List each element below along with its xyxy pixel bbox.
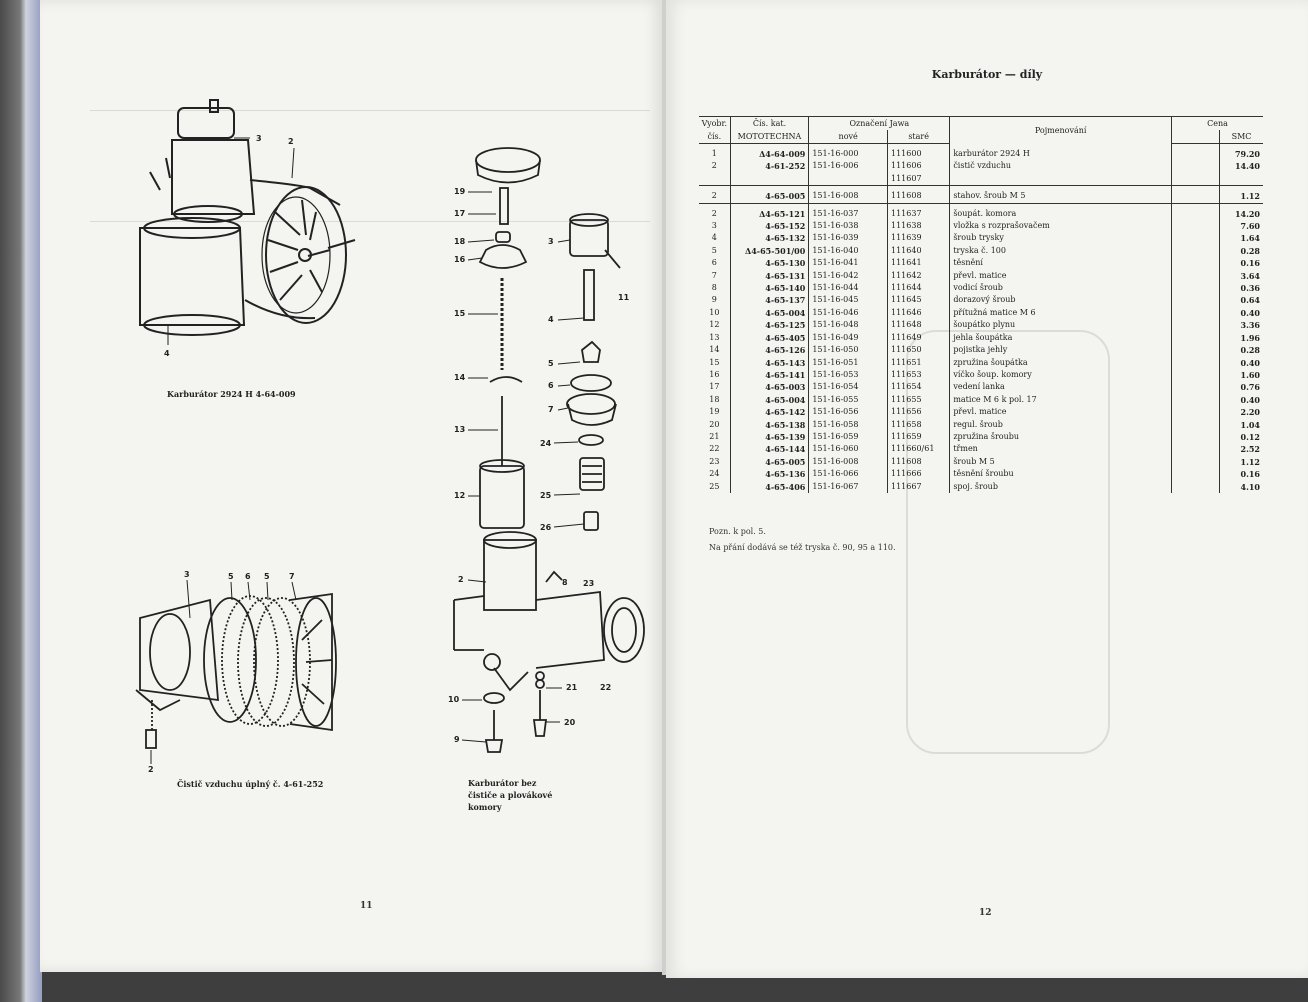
cell-no: 12 — [709, 320, 720, 330]
table-row — [699, 220, 1263, 232]
cell-kat: 4-65-005 — [730, 456, 809, 468]
air-filter-drawing — [136, 594, 336, 748]
table-row — [699, 173, 1263, 186]
cell-name: čistič vzduchu — [950, 160, 1172, 172]
cell-kat: 4-65-137 — [730, 294, 809, 306]
cell-price: 4.10 — [1220, 481, 1263, 493]
right-page — [666, 0, 1308, 978]
cell-name: šroub trysky — [950, 232, 1172, 244]
table-row — [699, 282, 1263, 294]
label-4b: 4 — [548, 315, 554, 324]
cell-blank — [1172, 307, 1220, 319]
cell-no: 19 — [709, 407, 720, 417]
cell-blank — [1172, 160, 1220, 172]
table-row — [699, 344, 1263, 356]
cell-new: 151-16-055 — [809, 394, 888, 406]
cell-blank — [1172, 270, 1220, 282]
cell-old: 111607 — [888, 173, 950, 186]
table-row — [699, 160, 1263, 172]
cell-kat: Δ4-65-121 — [730, 208, 809, 220]
header-cis-kat: Čís. kat. — [730, 117, 809, 131]
cell-price: 0.28 — [1220, 245, 1263, 257]
cell-price: 1.04 — [1220, 419, 1263, 431]
cell-blank — [1172, 220, 1220, 232]
table-row — [699, 369, 1263, 381]
cell-no: 2 — [711, 208, 717, 218]
note-2: Na přání dodává se též tryska č. 90, 95 a 110. — [709, 543, 896, 552]
cell-new: 151-16-041 — [809, 257, 888, 269]
cell-price: 0.16 — [1220, 468, 1263, 480]
label-f6: 6 — [245, 572, 251, 581]
table-row — [699, 419, 1263, 431]
cell-new: 151-16-006 — [809, 160, 888, 172]
cell-new: 151-16-038 — [809, 220, 888, 232]
cell-price: 1.60 — [1220, 369, 1263, 381]
cell-name: stahov. šroub M 5 — [950, 190, 1172, 203]
cell-kat: 4-65-005 — [730, 190, 809, 203]
label-22: 22 — [600, 683, 612, 692]
cell-name: vedení lanka — [950, 381, 1172, 393]
cell-kat: 4-65-003 — [730, 381, 809, 393]
cell-kat: 4-65-004 — [730, 394, 809, 406]
cell-blank — [1172, 232, 1220, 244]
header-vyobr: Vyobr. — [699, 117, 730, 131]
cell-old: 111648 — [888, 319, 950, 331]
cell-blank — [1172, 456, 1220, 468]
cell-no: 7 — [711, 270, 717, 280]
label-3: 3 — [256, 134, 262, 143]
page-number-left: 11 — [360, 901, 373, 911]
label-10: 10 — [448, 695, 460, 704]
cell-old: 111642 — [888, 270, 950, 282]
cell-blank — [1172, 344, 1220, 356]
cell-new: 151-16-066 — [809, 468, 888, 480]
cell-kat: 4-65-143 — [730, 357, 809, 369]
left-page — [40, 0, 664, 972]
label-13: 13 — [454, 425, 466, 434]
label-20: 20 — [564, 718, 576, 727]
cell-new: 151-16-067 — [809, 481, 888, 493]
cell-name: jehla šoupátka — [950, 332, 1172, 344]
label-14: 14 — [454, 373, 466, 382]
cell-name: víčko šoup. komory — [950, 369, 1172, 381]
cell-old: 111641 — [888, 257, 950, 269]
cell-blank — [1172, 394, 1220, 406]
cell-no: 9 — [711, 295, 717, 305]
cell-name: matice M 6 k pol. 17 — [950, 394, 1172, 406]
cell-kat: 4-61-252 — [730, 160, 809, 172]
cell-no: 21 — [709, 431, 720, 441]
header-nove: nové — [809, 130, 888, 144]
header-vyobr-2: čís. — [699, 130, 730, 144]
header-smc: SMC — [1220, 130, 1263, 144]
cell-no: 10 — [709, 307, 720, 317]
cell-price: 0.12 — [1220, 431, 1263, 443]
cell-no: 24 — [709, 469, 720, 479]
cell-blank — [1172, 357, 1220, 369]
cell-blank — [1172, 173, 1220, 186]
note-1: Pozn. k pol. 5. — [709, 527, 766, 536]
cell-blank — [1172, 443, 1220, 455]
cell-new: 151-16-039 — [809, 232, 888, 244]
cell-new: 151-16-044 — [809, 282, 888, 294]
cell-old: 111639 — [888, 232, 950, 244]
cell-kat: 4-65-126 — [730, 344, 809, 356]
table-row — [699, 294, 1263, 306]
cell-old: 111649 — [888, 332, 950, 344]
cell-new: 151-16-037 — [809, 208, 888, 220]
cell-no: 18 — [709, 394, 720, 404]
cell-kat: 4-65-405 — [730, 332, 809, 344]
cell-new: 151-16-051 — [809, 357, 888, 369]
cell-new: 151-16-056 — [809, 406, 888, 418]
label-f7: 7 — [289, 572, 295, 581]
cell-new: 151-16-058 — [809, 419, 888, 431]
label-19: 19 — [454, 187, 466, 196]
cell-price: 2.20 — [1220, 406, 1263, 418]
cell-blank — [1172, 294, 1220, 306]
cell-new — [809, 173, 888, 186]
cell-old: 111658 — [888, 419, 950, 431]
label-4: 4 — [164, 349, 170, 358]
cell-name: zpružina šroubu — [950, 431, 1172, 443]
cell-new: 151-16-042 — [809, 270, 888, 282]
page-number-right: 12 — [979, 908, 992, 918]
cell-price: 3.36 — [1220, 319, 1263, 331]
cell-old: 111646 — [888, 307, 950, 319]
cell-old: 111640 — [888, 245, 950, 257]
cell-no: 14 — [709, 345, 720, 355]
cell-new: 151-16-060 — [809, 443, 888, 455]
cell-price: 1.96 — [1220, 332, 1263, 344]
label-12: 12 — [454, 491, 466, 500]
cell-price: 0.64 — [1220, 294, 1263, 306]
book-page-edges — [0, 0, 42, 1002]
cell-name: tryska č. 100 — [950, 245, 1172, 257]
cell-blank — [1172, 319, 1220, 331]
table-row — [699, 270, 1263, 282]
cell-price: 14.40 — [1220, 160, 1263, 172]
cell-name: převl. matice — [950, 270, 1172, 282]
cell-name: přítužná matice M 6 — [950, 307, 1172, 319]
cell-no: 2 — [699, 190, 730, 203]
table-row — [699, 307, 1263, 319]
cell-no: 13 — [709, 332, 720, 342]
table-row — [699, 245, 1263, 257]
cell-price: 0.40 — [1220, 307, 1263, 319]
cell-old: 111656 — [888, 406, 950, 418]
cell-no: 6 — [711, 258, 717, 268]
cell-old: 111608 — [888, 456, 950, 468]
cell-no: 25 — [709, 481, 720, 491]
cell-name: karburátor 2924 H — [950, 148, 1172, 160]
cell-blank — [1172, 481, 1220, 493]
cell-no: 8 — [711, 283, 717, 293]
cell-no: 16 — [709, 369, 720, 379]
cell-old: 111606 — [888, 160, 950, 172]
header-pojmenovani: Pojmenování — [950, 117, 1172, 144]
cell-new: 151-16-008 — [809, 190, 888, 203]
cell-blank — [1172, 468, 1220, 480]
cell-new: 151-16-048 — [809, 319, 888, 331]
label-8: 8 — [562, 578, 568, 587]
header-cena-blank — [1172, 130, 1220, 144]
cell-kat: 4-65-138 — [730, 419, 809, 431]
label-9: 9 — [454, 735, 460, 744]
cell-no: 4 — [711, 233, 717, 243]
table-row — [699, 208, 1263, 220]
label-25: 25 — [540, 491, 552, 500]
cell-no — [699, 173, 730, 186]
label-15: 15 — [454, 309, 466, 318]
cell-name: šoupát. komora — [950, 208, 1172, 220]
cell-kat: 4-65-130 — [730, 257, 809, 269]
cell-price: 2.52 — [1220, 443, 1263, 455]
label-24: 24 — [540, 439, 552, 448]
cell-no: 22 — [709, 444, 720, 454]
cell-new: 151-16-049 — [809, 332, 888, 344]
label-18: 18 — [454, 237, 466, 246]
cell-old: 111667 — [888, 481, 950, 493]
cell-price: 0.36 — [1220, 282, 1263, 294]
label-2: 2 — [288, 137, 294, 146]
cell-old: 111645 — [888, 294, 950, 306]
caption-carburetor-without-filter — [468, 777, 552, 813]
cell-kat: 4-65-144 — [730, 443, 809, 455]
cell-blank — [1172, 419, 1220, 431]
table-row — [699, 257, 1263, 269]
cell-name: vložka s rozprašovačem — [950, 220, 1172, 232]
cell-name: spoj. šroub — [950, 481, 1172, 493]
label-f5b: 5 — [264, 572, 270, 581]
cell-price: 1.64 — [1220, 232, 1263, 244]
cell-old: 111650 — [888, 344, 950, 356]
cell-name: převl. matice — [950, 406, 1172, 418]
cell-old: 111638 — [888, 220, 950, 232]
cell-old: 111653 — [888, 369, 950, 381]
cell-price: 0.28 — [1220, 344, 1263, 356]
cell-name: těsnění šroubu — [950, 468, 1172, 480]
caption-line-3: komory — [468, 802, 502, 812]
cell-no: 23 — [709, 456, 720, 466]
cell-no: 1 — [711, 149, 717, 158]
carburetor-illustrations — [40, 0, 664, 972]
cell-kat: Δ4-64-009 — [730, 148, 809, 160]
table-row — [699, 232, 1263, 244]
cell-new: 151-16-054 — [809, 381, 888, 393]
cell-kat: 4-65-131 — [730, 270, 809, 282]
table-row — [699, 148, 1263, 160]
cell-no: 20 — [709, 419, 720, 429]
cell-blank — [1172, 245, 1220, 257]
table-row — [699, 381, 1263, 393]
cell-kat: 4-65-132 — [730, 232, 809, 244]
label-26: 26 — [540, 523, 552, 532]
cell-old: 111655 — [888, 394, 950, 406]
cell-blank — [1172, 257, 1220, 269]
table-row — [699, 431, 1263, 443]
table-row — [699, 319, 1263, 331]
label-23: 23 — [583, 579, 595, 588]
cell-price: 0.40 — [1220, 394, 1263, 406]
cell-new: 151-16-000 — [809, 148, 888, 160]
header-stare: staré — [888, 130, 950, 144]
cell-blank — [1172, 332, 1220, 344]
cell-old: 111660/61 — [888, 443, 950, 455]
header-oznaceni: Označení Jawa — [809, 117, 950, 131]
cell-name: zpružina šoupátka — [950, 357, 1172, 369]
cell-old: 111659 — [888, 431, 950, 443]
cell-blank — [1172, 431, 1220, 443]
label-6: 6 — [548, 381, 554, 390]
label-5: 5 — [548, 359, 554, 368]
cell-old: 111651 — [888, 357, 950, 369]
cell-old: 111654 — [888, 381, 950, 393]
cell-kat: 4-65-125 — [730, 319, 809, 331]
caption-line-2: čističe a plovákové — [468, 790, 553, 800]
cell-name: dorazový šroub — [950, 294, 1172, 306]
cell-old: 111600 — [888, 148, 950, 160]
caption-air-filter: Čistič vzduchu úplný č. 4-61-252 — [177, 779, 324, 789]
caption-carburetor: Karburátor 2924 H 4-64-009 — [167, 389, 296, 399]
cell-kat: 4-65-004 — [730, 307, 809, 319]
cell-no: 3 — [711, 221, 717, 231]
cell-kat: 4-65-141 — [730, 369, 809, 381]
cell-name: regul. šroub — [950, 419, 1172, 431]
cell-blank — [1172, 369, 1220, 381]
cell-price: 79.20 — [1220, 148, 1263, 160]
page-title: Karburátor — díly — [931, 68, 1043, 81]
table-row — [699, 357, 1263, 369]
table-row — [699, 481, 1263, 493]
cell-name — [950, 173, 1172, 186]
cell-blank — [1172, 282, 1220, 294]
cell-no: 5 — [711, 245, 717, 255]
parts-table — [699, 116, 1263, 493]
cell-price: 0.76 — [1220, 381, 1263, 393]
label-3b: 3 — [548, 237, 554, 246]
cell-blank — [1172, 208, 1220, 220]
cell-kat: 4-65-140 — [730, 282, 809, 294]
cell-price — [1220, 173, 1263, 186]
cell-new: 151-16-059 — [809, 431, 888, 443]
table-row — [699, 468, 1263, 480]
cell-kat: 4-65-142 — [730, 406, 809, 418]
cell-price: 1.12 — [1220, 456, 1263, 468]
label-17: 17 — [454, 209, 466, 218]
label-f5a: 5 — [228, 572, 234, 581]
cell-new: 151-16-045 — [809, 294, 888, 306]
header-mototechna: MOTOTECHNA — [730, 130, 809, 144]
cell-no: 17 — [709, 382, 720, 392]
cell-kat: Δ4-65-501/00 — [730, 245, 809, 257]
label-16: 16 — [454, 255, 466, 264]
cell-name: šoupátko plynu — [950, 319, 1172, 331]
cell-kat: 4-65-139 — [730, 431, 809, 443]
cell-blank — [1172, 148, 1220, 160]
cell-name: třmen — [950, 443, 1172, 455]
cell-no: 15 — [709, 357, 720, 367]
cell-price: 3.64 — [1220, 270, 1263, 282]
cell-no: 2 — [711, 161, 717, 171]
header-cena: Cena — [1172, 117, 1263, 131]
label-11: 11 — [618, 293, 630, 302]
parts-table-body — [699, 144, 1263, 493]
cell-old: 111637 — [888, 208, 950, 220]
cell-new: 151-16-040 — [809, 245, 888, 257]
cell-new: 151-16-046 — [809, 307, 888, 319]
table-row — [699, 332, 1263, 344]
cell-price: 0.16 — [1220, 257, 1263, 269]
cell-new: 151-16-008 — [809, 456, 888, 468]
label-f2: 2 — [148, 765, 154, 774]
cell-new: 151-16-050 — [809, 344, 888, 356]
cell-name: pojistka jehly — [950, 344, 1172, 356]
label-2b: 2 — [458, 575, 464, 584]
table-row — [699, 443, 1263, 455]
label-7: 7 — [548, 405, 554, 414]
cell-name: těsnění — [950, 257, 1172, 269]
caption-line-1: Karburátor bez — [468, 778, 537, 788]
notes — [709, 524, 896, 556]
cell-price: 14.20 — [1220, 208, 1263, 220]
cell-old: 111666 — [888, 468, 950, 480]
table-row — [699, 406, 1263, 418]
carburetor-assembly-drawing — [140, 100, 355, 335]
table-row — [699, 190, 1263, 203]
cell-blank — [1172, 381, 1220, 393]
cell-price: 0.40 — [1220, 357, 1263, 369]
label-f3: 3 — [184, 570, 190, 579]
cell-kat: 4-65-136 — [730, 468, 809, 480]
table-row — [699, 394, 1263, 406]
cell-old: 111644 — [888, 282, 950, 294]
cell-kat: 4-65-152 — [730, 220, 809, 232]
table-row — [699, 456, 1263, 468]
cell-blank — [1172, 406, 1220, 418]
cell-kat: 4-65-406 — [730, 481, 809, 493]
cell-old: 111608 — [888, 190, 950, 203]
cell-kat — [730, 173, 809, 186]
cell-blank — [1172, 190, 1220, 203]
cell-name: vodicí šroub — [950, 282, 1172, 294]
cell-new: 151-16-053 — [809, 369, 888, 381]
label-21: 21 — [566, 683, 578, 692]
cell-name: šroub M 5 — [950, 456, 1172, 468]
cell-price: 1.12 — [1220, 190, 1263, 203]
cell-price: 7.60 — [1220, 220, 1263, 232]
